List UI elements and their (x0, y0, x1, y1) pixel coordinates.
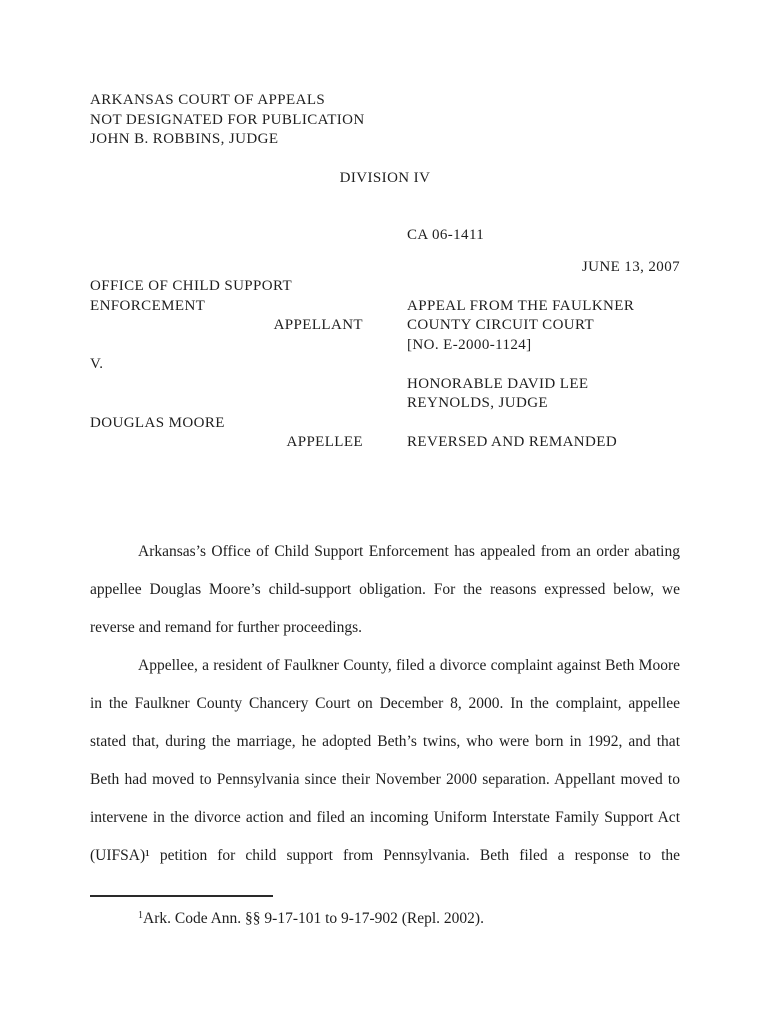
appellant-name-line2: ENFORCEMENT (90, 297, 206, 314)
caption-spacer (90, 375, 363, 395)
caption-spacer (90, 394, 363, 414)
caption-court-column (407, 277, 687, 453)
opinion-body (90, 533, 680, 875)
caption-spacer (407, 355, 687, 375)
disposition: REVERSED AND REMANDED (407, 434, 618, 450)
document-header (90, 91, 365, 150)
court-name: ARKANSAS COURT OF APPEALS (90, 92, 326, 108)
caption-spacer (90, 336, 363, 356)
versus-label: V. (90, 356, 104, 372)
appellant-name-line1: OFFICE OF CHILD SUPPORT (90, 278, 293, 294)
caption-parties-column (90, 277, 363, 453)
body-paragraph-2: Appellee, a resident of Faulkner County, filed a divorce complaint against Beth Moore in the Faulkner County Chancery Court on December 8, 2000. In the complaint, appellee stated that, during the marriage, he adopted Beth’s twins, who were born in 1992, and that Beth had moved to Pennsylvania since their November 2000 separation. Appellant moved to intervene in the divorce action and filed an incoming Uniform Interstate Family Support Act (UIFSA)¹ petition for child support from Pennsylvania. Beth filed a response to the (90, 657, 680, 864)
decision-date: JUNE 13, 2007 (581, 259, 680, 275)
lower-court-case-no: [NO. E-2000-1124] (407, 336, 532, 353)
caption-spacer (407, 414, 687, 434)
appellant-role-label: APPELLANT (273, 317, 363, 333)
trial-judge-line1: HONORABLE DAVID LEE (407, 375, 589, 392)
caption-spacer (407, 277, 687, 297)
publication-status: NOT DESIGNATED FOR PUBLICATION (90, 111, 365, 128)
appeal-source-line2: COUNTY CIRCUIT COURT (407, 317, 595, 333)
footnote (90, 907, 680, 933)
trial-judge-line2: REYNOLDS, JUDGE (407, 395, 548, 411)
appellee-role-label: APPELLEE (286, 434, 363, 450)
footnote-marker: 1 (138, 910, 143, 921)
judge-byline: JOHN B. ROBBINS, JUDGE (90, 131, 279, 147)
appellee-name: DOUGLAS MOORE (90, 414, 225, 431)
footnote-text: Ark. Code Ann. §§ 9-17-101 to 9-17-902 (Repl. 2002). (143, 910, 484, 927)
case-number: CA 06-1411 (407, 227, 485, 243)
appeal-source-line1: APPEAL FROM THE FAULKNER (407, 297, 635, 314)
division-heading: DIVISION IV (339, 170, 431, 186)
footnote-separator-rule (90, 895, 273, 897)
body-paragraph-1: Arkansas’s Office of Child Support Enforcement has appealed from an order abating appellee Douglas Moore’s child-support obligation. For the reasons expressed below, we reverse and remand for further proceedings. (90, 543, 680, 636)
